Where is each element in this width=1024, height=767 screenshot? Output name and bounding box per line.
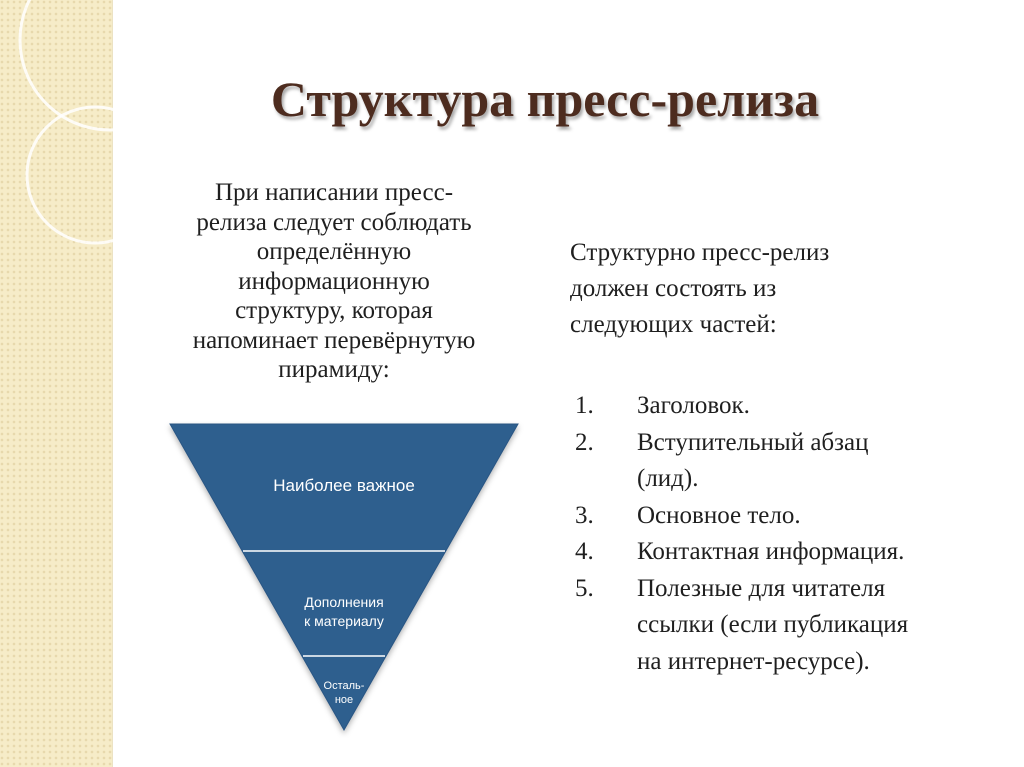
list-item-line: Контактная информация. [637,538,905,565]
pyramid-layer-middle-label: Дополнения [304,594,384,610]
list-item-number: 3. [575,501,594,529]
list-item-line: Заголовок. [637,392,750,419]
structure-lead-paragraph [570,235,990,343]
list-item-text [637,534,1005,571]
list-item [575,425,1005,498]
list-item-number: 1. [575,392,594,419]
list-item-line: Полезные для читателя [637,574,886,602]
list-item-text [637,425,1005,498]
intro-line: релиза следует соблюдать [196,208,472,236]
list-item-number: 5. [575,574,594,602]
intro-line: напоминает перевёрнутую [192,326,476,354]
list-item-line: (лид). [637,465,699,492]
intro-line: пирамиду: [278,356,390,383]
list-item [575,498,1005,535]
list-item-number: 4. [575,538,594,565]
intro-line: определённую [256,238,412,265]
list-item-text [637,498,1005,535]
pyramid-layer-middle-label: к материалу [304,613,384,629]
list-item [575,571,1005,681]
list-item-line: на интернет-ресурсе). [637,647,870,675]
list-item [575,388,1005,425]
intro-line: При написании пресс- [214,179,454,206]
pyramid-layer-bottom-label: Осталь- [323,680,365,692]
intro-line: структуру, которая [235,297,433,324]
list-item-line: Вступительный абзац [637,428,869,456]
slide-title: Структура пресс-релиза [270,71,820,127]
decorative-side-band [0,0,113,767]
intro-line: информационную [238,267,430,295]
intro-paragraph [140,178,528,385]
pyramid-layer-bottom-label: ное [334,694,354,706]
list-item-text [637,571,1005,681]
press-release-parts-list [575,388,1005,680]
lead-line: должен состоять из [570,275,777,302]
inverted-pyramid-diagram [160,418,530,738]
list-item-number: 2. [575,428,594,456]
list-item-line: ссылки (если публикация [637,611,909,638]
lead-line: Структурно пресс-релиз [570,239,830,266]
lead-line: следующих частей: [570,311,777,338]
list-item [575,534,1005,571]
list-item-text [637,388,1005,425]
list-item-line: Основное тело. [637,501,801,529]
pyramid-layer-top-label: Наиболее важное [273,476,415,495]
